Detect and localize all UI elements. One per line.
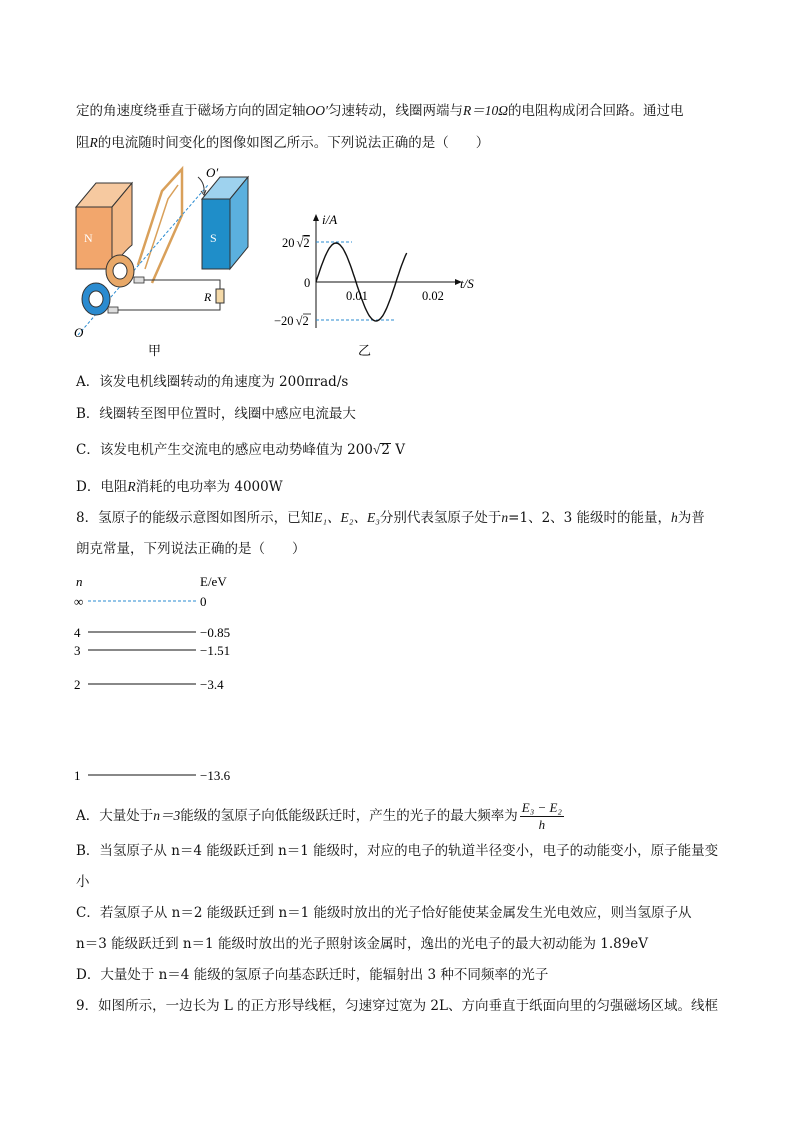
x-tick-002: 0.02: [422, 289, 444, 303]
q7-option-d-var: R: [127, 479, 136, 494]
n-header: n: [76, 574, 83, 589]
energy-level-n: 4: [74, 625, 81, 640]
figure-caption-yi: 乙: [358, 343, 372, 358]
q8-stem-text: =1、2、3 能级时的能量，: [508, 510, 672, 526]
q7-resistance-value: R＝10Ω: [462, 103, 508, 118]
q8-stem-line-1: [76, 508, 705, 528]
energy-level-value: 0: [200, 594, 207, 609]
q8-stem-text: 为普: [677, 510, 705, 526]
q7-option-d-text: D．电阻: [76, 479, 128, 495]
q7-stem-line-1: [76, 101, 683, 121]
q8-option-a-n: n＝3: [153, 808, 181, 823]
energy-level-n: ∞: [74, 594, 84, 609]
q8-option-b-line-2: 小: [76, 874, 90, 890]
x-axis-label: t/S: [460, 276, 474, 291]
q8-stem-text: 8．氢原子的能级示意图如图所示，已知: [76, 510, 315, 526]
q7-stem-line-2: [76, 133, 489, 153]
y-axis-label: i/A: [322, 212, 338, 227]
fraction-numerator: E₃ − E₂: [521, 800, 562, 815]
energy-level-n: 3: [74, 643, 81, 658]
x-tick-001: 0.01: [346, 289, 368, 303]
q8-option-a-text: 能级的氢原子向低能级跃迁时，产生的光子的最大频率为: [180, 808, 518, 824]
q8-option-d[interactable]: D．大量处于 n＝4 能级的氢原子向基态跃迁时，能辐射出 3 种不同频率的光子: [76, 967, 549, 983]
q8-stem-text: 分别代表氢原子处于: [379, 510, 502, 526]
q8-option-a-fraction: [520, 800, 564, 833]
q8-n-var: n: [501, 510, 509, 525]
q7-axis-label: OO′: [305, 103, 328, 118]
e-header: E/eV: [200, 574, 227, 589]
q7-option-a[interactable]: A．该发电机线圈转动的角速度为 200πrad/s: [76, 374, 349, 390]
q8-option-c-line-2: n＝3 能级跃迁到 n＝1 能级时放出的光子照射该金属时，逸出的光电子的最大初动能为 1.89eV: [76, 936, 649, 952]
q7-option-c-sqrt: 2: [381, 442, 390, 458]
q7-option-d-text: 消耗的电功率为 4000W: [135, 479, 283, 495]
q7-stem-text: 定的角速度绕垂直于磁场方向的固定轴: [76, 103, 306, 119]
q7-stem-text: 阻: [76, 135, 90, 151]
q7-option-c[interactable]: C．该发电机产生交流电的感应电动势峰值为 200√2 V: [76, 442, 405, 458]
origin-label: 0: [304, 276, 311, 290]
q9-stem: 9．如图所示，一边长为 L 的正方形导线框，匀速穿过宽为 2L、方向垂直于纸面向里的匀强磁场区域。线框: [76, 998, 718, 1014]
energy-levels: [74, 594, 231, 783]
q8-h-var: h: [671, 510, 678, 525]
q7-stem-text: 的电流随时间变化的图像如图乙所示。下列说法正确的是（ ）: [97, 135, 490, 151]
q7-stem-text: 的电阻构成闭合回路。通过电: [507, 103, 684, 119]
q8-option-c-line-1[interactable]: C．若氢原子从 n＝2 能级跃迁到 n＝1 能级时放出的光子恰好能使某金属发生光电效应，则当氢原子从: [76, 905, 692, 921]
current-graph: [270, 212, 490, 360]
q7-option-d[interactable]: [76, 477, 283, 497]
q8-option-b-line-1[interactable]: B．当氢原子从 n＝4 能级跃迁到 n＝1 能级时，对应的电子的轨道半径变小，电子的动能变小，原子能量变: [76, 843, 719, 859]
q7-option-b[interactable]: B．线圈转至图甲位置时，线圈中感应电流最大: [76, 406, 356, 422]
energy-level-n: 2: [74, 677, 81, 692]
q8-stem-line-2: 朗克常量，下列说法正确的是（ ）: [76, 541, 306, 557]
q7-option-c-text: C．该发电机产生交流电的感应电动势峰值为 200: [76, 442, 373, 458]
axis-top-label: O′: [206, 165, 219, 180]
y-max-label: 20 √2: [282, 236, 310, 250]
resistor-label: R: [204, 290, 212, 304]
q8-option-a-text: A．大量处于: [76, 808, 154, 824]
q7-option-c-unit: V: [390, 442, 405, 458]
fraction-denominator: h: [538, 817, 546, 832]
magnet-n-label: N: [84, 231, 93, 245]
y-min-label: −20 √2: [274, 314, 309, 328]
q7-stem-text: 匀速转动，线圈两端与: [327, 103, 463, 119]
q8-option-a[interactable]: [76, 796, 566, 836]
axis-bottom-label: O: [74, 325, 84, 340]
energy-level-value: −0.85: [200, 625, 231, 640]
energy-level-value: −1.51: [200, 643, 231, 658]
figure-caption-jia: 甲: [148, 343, 162, 358]
q7-r-var: R: [89, 135, 98, 150]
energy-level-value: −3.4: [200, 677, 224, 692]
energy-level-diagram: [70, 570, 270, 790]
magnet-s-label: S: [210, 231, 217, 245]
q8-energy-vars: E₁、E₂、E₃: [314, 510, 380, 525]
generator-figure: [70, 165, 260, 360]
energy-level-n: 1: [74, 768, 81, 783]
energy-level-value: −13.6: [200, 768, 231, 783]
